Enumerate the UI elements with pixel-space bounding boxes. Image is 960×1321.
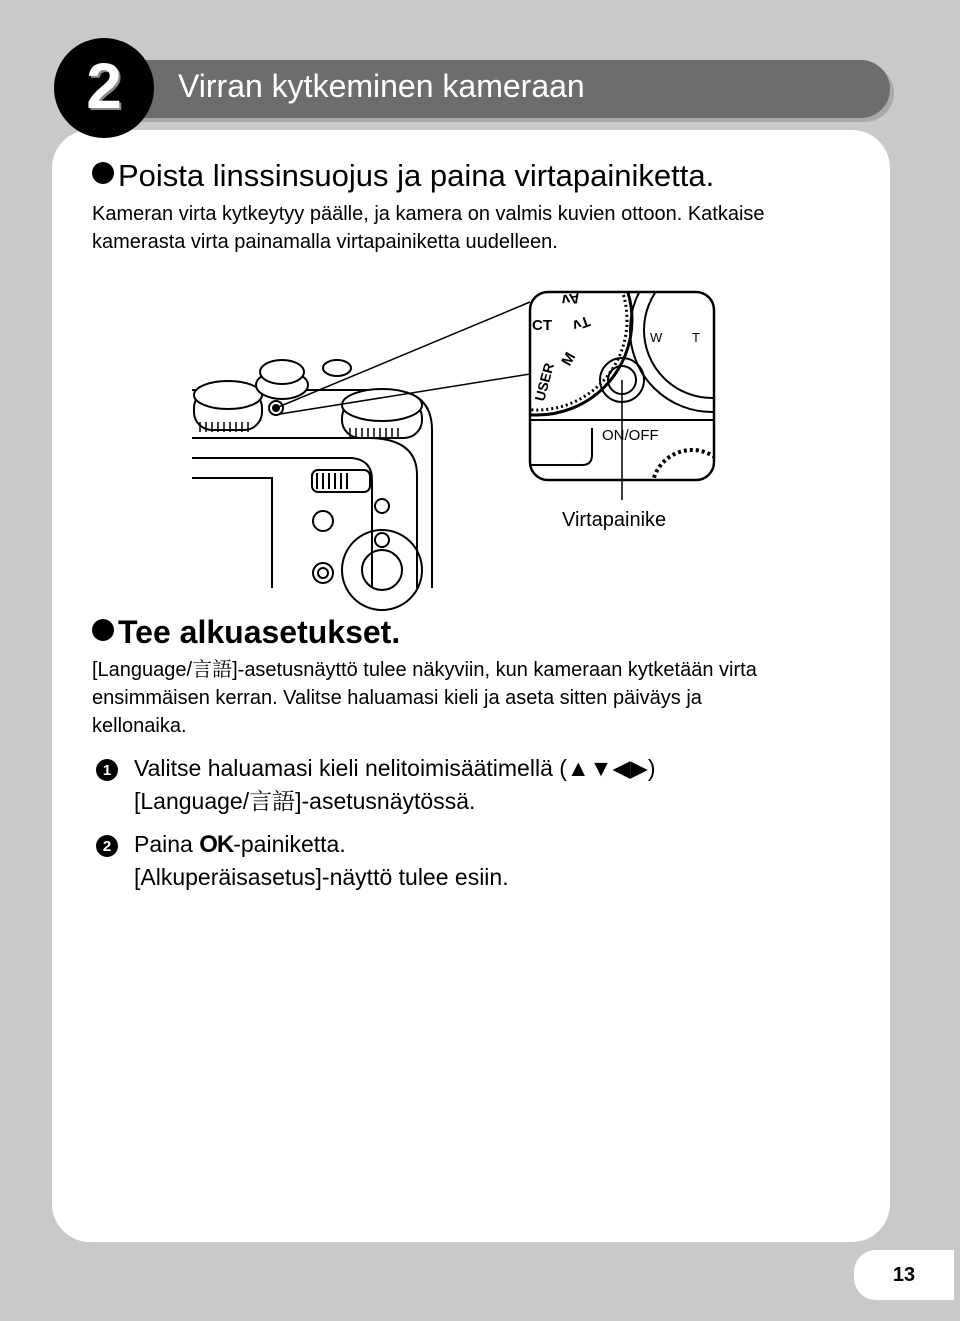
section2-paragraph: [92, 656, 862, 740]
dial-label-user: USER: [531, 361, 557, 403]
step-2-pre: Paina: [134, 831, 200, 857]
step-2-line: [Alkuperäisasetus]-näyttö tulee esiin.: [134, 864, 509, 890]
paragraph-line: kellonaika.: [92, 715, 187, 737]
section1-heading-text: Poista linssinsuojus ja paina virtapainiketta.: [118, 158, 715, 193]
section2-heading-text: Tee alkuasetukset.: [118, 614, 401, 650]
dial-label-tv: Tv: [570, 312, 593, 335]
on-off-label: ON/OFF: [602, 427, 659, 444]
step-number: 2: [86, 50, 122, 122]
camera-illustration: [192, 288, 700, 590]
section2-heading: [92, 614, 400, 651]
paragraph-line: kamerasta virta painamalla virtapainiketta uudelleen.: [92, 231, 558, 253]
dial-label-m: M: [558, 349, 580, 369]
ok-button-label: OK: [199, 831, 234, 858]
dial-label-ct: CT: [532, 317, 552, 334]
paragraph-line: ensimmäisen kerran. Valitse haluamasi kieli ja aseta sitten päiväys ja: [92, 687, 702, 709]
step-2-line: [134, 828, 509, 861]
section1-paragraph: [92, 200, 862, 256]
power-button-callout: Virtapainike: [562, 509, 667, 531]
step-marker-1: 1: [96, 759, 118, 781]
section1-heading: [92, 158, 714, 194]
step-marker-2: 2: [96, 835, 118, 857]
zoom-label-w: W: [650, 330, 663, 345]
dial-label-av: Av: [560, 288, 582, 309]
page-title: Virran kytkeminen kameraan: [178, 68, 585, 104]
step-2-post: -painiketta.: [233, 831, 346, 857]
content-panel: [52, 130, 890, 1242]
zoom-label-t: T: [692, 330, 700, 345]
section-title-bar: [118, 60, 890, 118]
bullet-icon: [92, 619, 114, 641]
step-number-badge: [54, 38, 154, 138]
page-number-text: 13: [892, 1263, 916, 1286]
paragraph-line: [Language/言語]-asetusnäyttö tulee näkyviin, kun kameraan kytketään virta: [92, 659, 757, 681]
step-1-line: [Language/言語]-asetusnäytössä.: [134, 788, 476, 814]
bullet-icon: [92, 162, 114, 184]
page-number: [854, 1250, 954, 1300]
step-1-line: Valitse haluamasi kieli nelitoimisäätimellä (▲▼◀▶): [134, 755, 656, 781]
paragraph-line: Kameran virta kytkeytyy päälle, ja kamera on valmis kuvien ottoon. Katkaise: [92, 203, 765, 225]
